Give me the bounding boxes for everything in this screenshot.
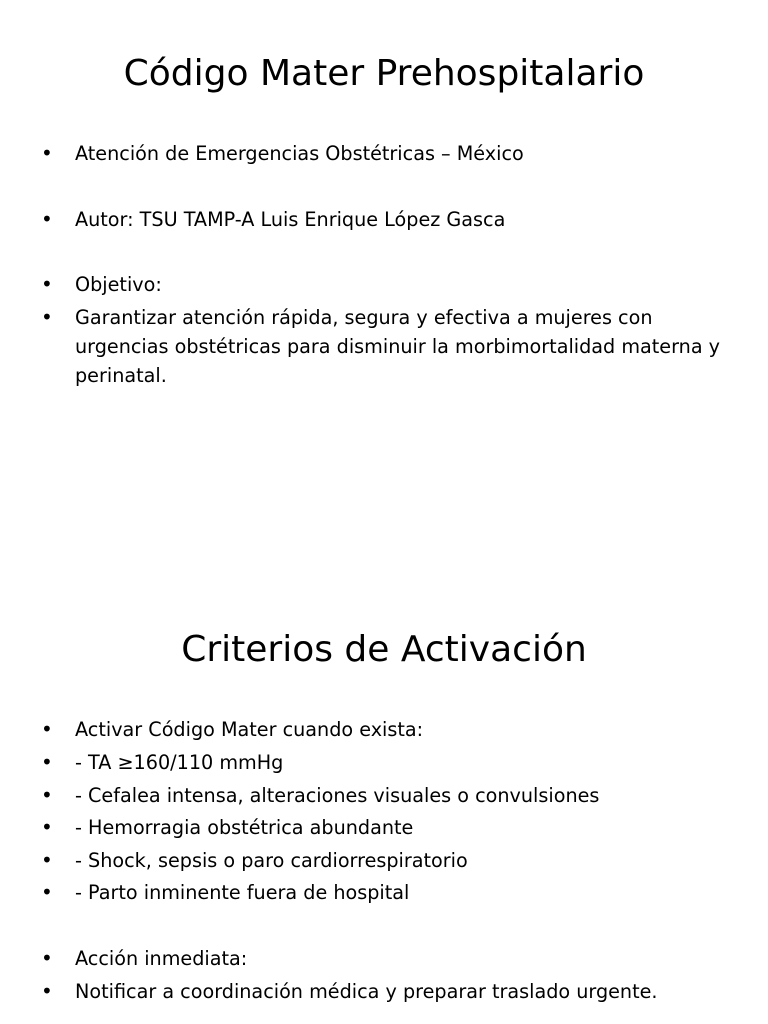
bullet-icon: • xyxy=(41,783,53,807)
bullet-text: - TA ≥160/110 mmHg xyxy=(75,751,284,774)
bullet-text: - Parto inminente fuera de hospital xyxy=(75,881,410,904)
bullet-icon: • xyxy=(41,946,53,970)
bullet-text: Activar Código Mater cuando exista: xyxy=(75,718,424,741)
slide-title: Código Mater Prehospitalario xyxy=(123,53,645,94)
bullet-icon: • xyxy=(41,880,53,904)
bullet-icon: • xyxy=(41,207,53,231)
bullet-icon: • xyxy=(41,750,53,774)
bullet-icon: • xyxy=(41,141,53,165)
bullet-text: Garantizar atención rápida, segura y efectiva a mujeres con urgencias obstétricas para disminuir la morbimortalidad materna y perinatal. xyxy=(75,306,721,387)
slide-2 xyxy=(0,576,768,1024)
bullet-icon: • xyxy=(41,848,53,872)
bullet-text: Acción inmediata: xyxy=(75,947,248,970)
bullet-icon: • xyxy=(41,717,53,741)
bullet-text: Objetivo: xyxy=(75,273,162,296)
bullet-icon: • xyxy=(41,979,53,1003)
bullet-text: - Hemorragia obstétrica abundante xyxy=(75,816,414,839)
bullet-icon: • xyxy=(41,815,53,839)
bullet-text: Autor: TSU TAMP-A Luis Enrique López Gasca xyxy=(75,208,506,231)
bullet-icon: • xyxy=(41,305,53,329)
bullet-text: Atención de Emergencias Obstétricas – México xyxy=(75,142,524,165)
bullet-text: Notificar a coordinación médica y preparar traslado urgente. xyxy=(75,980,658,1003)
bullet-text: - Shock, sepsis o paro cardiorrespiratorio xyxy=(75,849,468,872)
slide-title: Criterios de Activación xyxy=(181,629,587,670)
bullet-text: - Cefalea intensa, alteraciones visuales o convulsiones xyxy=(75,784,600,807)
bullet-icon: • xyxy=(41,272,53,296)
